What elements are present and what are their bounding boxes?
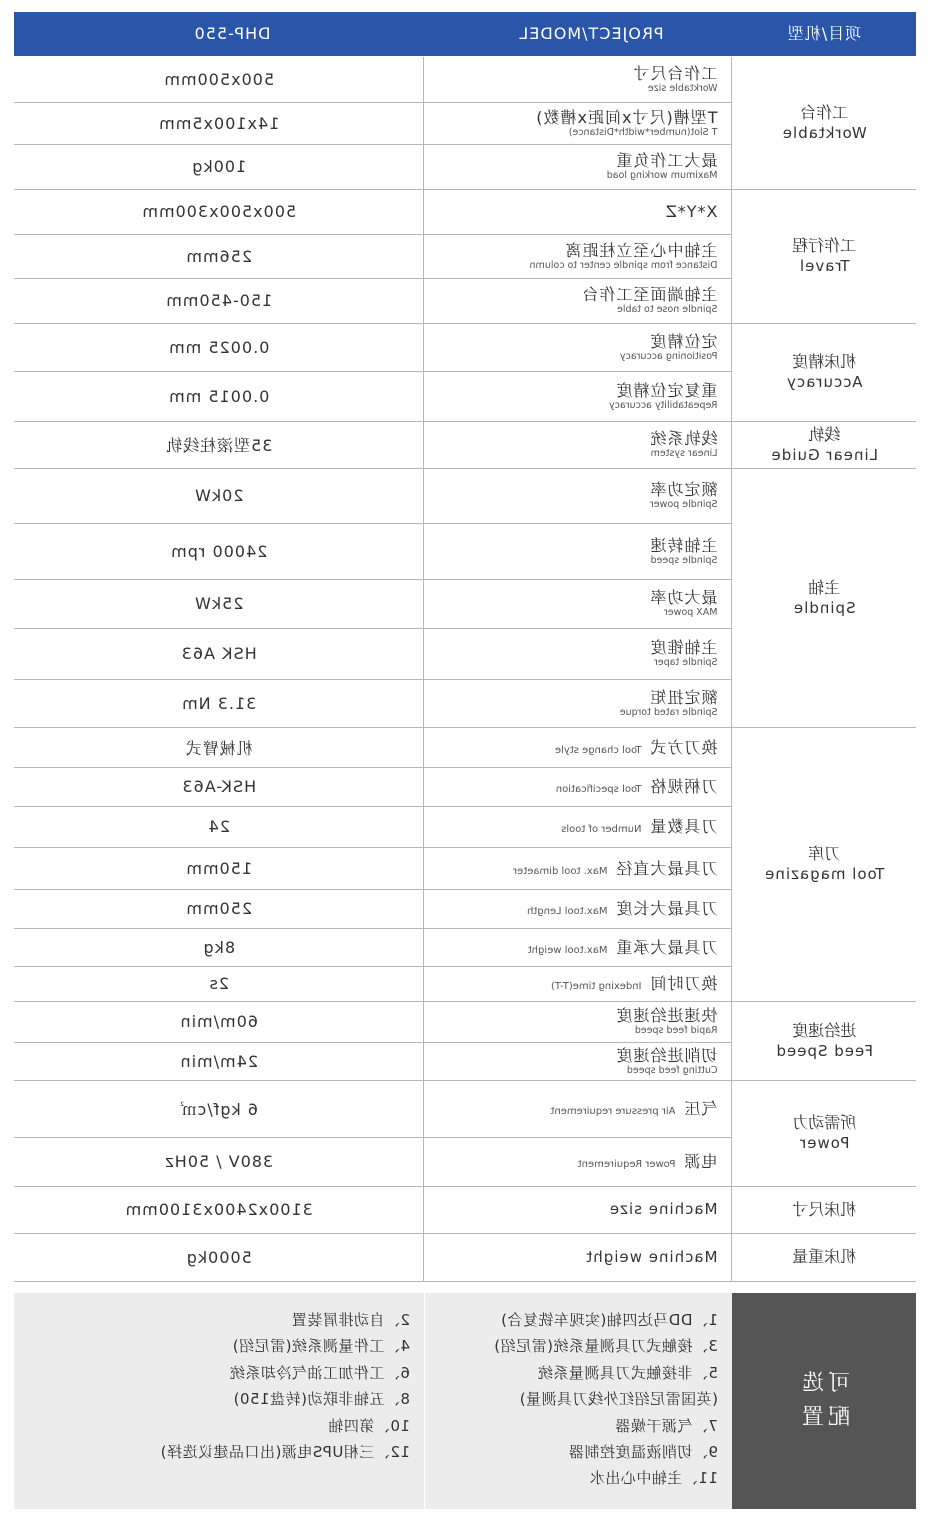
- spec-name: [424, 468, 732, 523]
- category-en: Linear Guide: [770, 445, 878, 464]
- spec-name-en: Tool specification: [555, 784, 642, 795]
- list-item: 3、接触式刀具测量系统(雷尼绍): [493, 1337, 718, 1356]
- table-row: [14, 1233, 916, 1281]
- category-en: Accuracy: [786, 373, 863, 391]
- list-item: 10、第四轴: [327, 1416, 410, 1435]
- category-en: Power: [799, 1134, 850, 1152]
- optional-list-left: [494, 1307, 718, 1492]
- header-item-label: 项目/机型: [786, 24, 862, 43]
- spec-name-en: MAX power: [663, 607, 718, 618]
- spec-table: [14, 57, 916, 1282]
- spec-name: [424, 371, 732, 421]
- list-item: 1、DD马达四轴(实现车铣复合): [500, 1311, 718, 1329]
- category-en: Tool magazine: [764, 865, 885, 883]
- spec-name-zh: 最大功率: [649, 588, 718, 607]
- spec-value: 14x100x5mm: [14, 102, 424, 144]
- spec-name: [424, 1186, 732, 1233]
- category-zh: 机床尺寸: [792, 1199, 857, 1219]
- category-zh: 所需动力: [792, 1113, 857, 1132]
- spec-name-en: Positioning accuracy: [619, 350, 718, 362]
- spec-name-en: Tool change style: [554, 744, 642, 756]
- spec-name: [424, 523, 732, 579]
- spec-name: [424, 57, 732, 102]
- list-item: 4、工件量测系统(雷尼绍): [232, 1337, 410, 1356]
- spec-value: 6 kgf/c㎡: [14, 1080, 424, 1137]
- list-item: 6、工件加工油气冷却系统: [229, 1363, 410, 1382]
- spec-name-zh: 定位精度: [649, 331, 718, 351]
- spec-name: [424, 1001, 732, 1042]
- category-power: [732, 1080, 916, 1186]
- spec-value: 20kW: [14, 468, 424, 523]
- spec-name-zh: T型槽(尺寸x间距x槽数): [535, 107, 718, 127]
- list-item: (英国雷尼绍红外线刀具测量): [519, 1390, 718, 1409]
- category-zh: 机床精度: [792, 352, 857, 371]
- spec-value: 31.3 Nm: [14, 679, 424, 727]
- spec-value: 2s: [14, 966, 424, 1001]
- spec-name-en: Spindle nose to table: [616, 304, 718, 315]
- list-item: 9、切削液温度控制器: [568, 1443, 718, 1462]
- spec-name-zh: 刀具最大承重: [615, 937, 718, 957]
- spec-name: [424, 767, 732, 806]
- spec-value: 256mm: [14, 234, 424, 278]
- spec-name: [424, 1233, 732, 1281]
- table-header: [14, 12, 916, 56]
- table-row: [14, 1186, 916, 1233]
- spec-name-en: Cutting feed speed: [626, 1064, 718, 1076]
- spec-value: 机械臂式: [14, 727, 424, 767]
- spec-name-zh: 最大工作负重: [615, 151, 718, 170]
- optional-config-title: [732, 1293, 916, 1509]
- spec-name-en: Spindle taper: [653, 657, 718, 668]
- spec-name-en: Machine weight: [585, 1247, 718, 1266]
- spec-name-en: Spindle rated torque: [619, 706, 718, 718]
- category-en: Spindle: [792, 598, 856, 617]
- category-linear-guide: [732, 421, 916, 468]
- spec-name-zh: 线轨系统: [649, 429, 718, 448]
- spec-name-zh: 刀具最大长度: [615, 899, 718, 918]
- spec-name-en: Air pressure requirement: [550, 1106, 676, 1117]
- spec-name-zh: 额定扭矩: [649, 687, 718, 707]
- spec-name: [424, 679, 732, 727]
- spec-name-en: Repeatability accuracy: [609, 399, 718, 411]
- table-row: [14, 57, 916, 102]
- spec-name: [424, 928, 732, 966]
- list-item: 2、自动排屑装置: [291, 1311, 410, 1329]
- spec-name-zh: 主轴端面至工作台: [581, 285, 718, 304]
- spec-value: 380V / 50Hz: [14, 1137, 424, 1186]
- spec-value: 100kg: [14, 144, 424, 189]
- spec-name-en: Rapid feed speed: [634, 1025, 718, 1036]
- spec-value: 8kg: [14, 928, 424, 966]
- spec-value: 24000 rpm: [14, 523, 424, 579]
- list-item: 12、三相UPS电源(出口品建议选择): [160, 1443, 410, 1462]
- spec-name: [424, 278, 732, 323]
- spec-name-zh: 额定功率: [649, 480, 718, 499]
- category-machine-weight: [732, 1233, 916, 1281]
- category-en: Worktable: [781, 123, 867, 142]
- spec-name-zh: 换刀方式: [649, 737, 718, 757]
- spec-name: [424, 847, 732, 889]
- spec-name-en: Distance from spindle center to column: [529, 259, 718, 271]
- category-spindle: [732, 468, 916, 727]
- spec-name-en: Maximum working load: [606, 170, 718, 181]
- spec-name-en: Linear system: [650, 448, 718, 459]
- spec-name-zh: 重复定位精度: [615, 380, 718, 400]
- spec-name-zh: 刀柄规格: [649, 777, 718, 796]
- divider: [424, 1293, 425, 1509]
- spec-value: 500x500mm: [14, 57, 424, 102]
- spec-name: [424, 421, 732, 468]
- category-worktable: [732, 57, 916, 189]
- category-tool-magazine: [732, 727, 916, 1001]
- header-model-label: PROJECT/MODEL: [518, 24, 664, 43]
- category-zh: 机床重量: [792, 1247, 857, 1266]
- spec-name-zh: 换刀时间: [649, 974, 718, 993]
- optional-config-panel: [14, 1293, 916, 1509]
- spec-name-en: T Slot(number*width*Distance): [568, 126, 718, 138]
- spec-name: [424, 966, 732, 1001]
- list-item: 8、五轴非联动(转盘150): [233, 1390, 410, 1409]
- spec-name-en: Spindle speed: [650, 554, 718, 566]
- spec-value: HSK-A63: [14, 767, 424, 806]
- table-row: [14, 189, 916, 234]
- spec-name-en: Max.tool weight: [527, 944, 608, 956]
- spec-name-zh: 快速进给速度: [615, 1006, 718, 1025]
- optional-list-right: [160, 1307, 410, 1465]
- category-zh: 工作行程: [792, 236, 857, 255]
- category-en: Travel: [798, 257, 850, 275]
- spec-value: 250mm: [14, 889, 424, 928]
- spec-name: [424, 323, 732, 371]
- spec-name-en: Indexing time(T-T): [550, 981, 642, 992]
- header-model-value: DHP-550: [193, 24, 271, 43]
- spec-value: 150mm: [14, 847, 424, 889]
- optional-config-title-text: 可选 配置: [798, 1371, 851, 1430]
- spec-value: 5000kg: [14, 1233, 424, 1281]
- category-accuracy: [732, 323, 916, 421]
- spec-name-zh: 主轴锥度: [649, 638, 718, 657]
- spec-name-zh: 气压: [683, 1099, 718, 1118]
- spec-name-zh: 工作台尺寸: [632, 63, 718, 83]
- spec-name-zh: 主轴转速: [649, 535, 718, 555]
- spec-name: [424, 1080, 732, 1137]
- table-row: [14, 727, 916, 767]
- spec-name-zh: 切削进给速度: [615, 1045, 718, 1065]
- table-row: [14, 1001, 916, 1042]
- list-item: 11、主轴中心出水: [589, 1469, 718, 1488]
- spec-name: [424, 102, 732, 144]
- table-row: [14, 323, 916, 371]
- spec-name-zh: 主轴中心至立柱距离: [564, 240, 718, 260]
- spec-name: [424, 189, 732, 234]
- category-zh: 线轨: [808, 424, 841, 444]
- category-machine-size: [732, 1186, 916, 1233]
- spec-name-en: Worktable size: [647, 82, 718, 94]
- spec-name-en: Spindle power: [649, 499, 718, 510]
- spec-name: [424, 628, 732, 679]
- spec-name-en: Power Requirement: [577, 1159, 676, 1170]
- spec-name-en: Max. tool dimaeter: [513, 865, 608, 877]
- spec-name: [424, 234, 732, 278]
- list-item: 5、非接触式刀具测量系统: [537, 1363, 718, 1382]
- spec-value: 60m/min: [14, 1001, 424, 1042]
- category-zh: 刀库: [808, 844, 841, 863]
- spec-name-en: Max.tool Length: [527, 906, 608, 917]
- spec-name: [424, 1137, 732, 1186]
- spec-value: 150-450mm: [14, 278, 424, 323]
- spec-value: 24: [14, 806, 424, 847]
- category-zh: 工作台: [800, 102, 849, 122]
- list-item: 7、气源干燥器: [614, 1416, 718, 1435]
- spec-name-en: Machine size: [608, 1200, 718, 1218]
- spec-name: [424, 579, 732, 628]
- spec-value: HSK A63: [14, 628, 424, 679]
- spec-name-en: Number of tools: [561, 824, 642, 835]
- spec-name: [424, 1042, 732, 1080]
- spec-name-zh: 刀具数量: [649, 817, 718, 836]
- spec-name-zh: 刀具最大直径: [615, 858, 718, 878]
- spec-value: 0.0025 mm: [14, 323, 424, 371]
- spec-value: 0.0015 mm: [14, 371, 424, 421]
- spec-value: 25kW: [14, 579, 424, 628]
- table-row: [14, 421, 916, 468]
- category-en: Feed Speed: [775, 1041, 874, 1060]
- category-zh: 主轴: [808, 577, 841, 597]
- category-zh: 进给速度: [792, 1020, 857, 1040]
- spec-value: 3100x2400x3100mm: [14, 1186, 424, 1233]
- spec-value: 500x500x300mm: [14, 189, 424, 234]
- spec-name-zh: 电源: [683, 1152, 718, 1171]
- category-travel: [732, 189, 916, 323]
- spec-name: [424, 806, 732, 847]
- table-row: [14, 1080, 916, 1137]
- spec-name: [424, 889, 732, 928]
- table-row: [14, 468, 916, 523]
- spec-name: [424, 144, 732, 189]
- spec-name: [424, 727, 732, 767]
- spec-value: 35型滚柱线轨: [14, 421, 424, 468]
- spec-name-zh: X*Y*Z: [664, 202, 718, 221]
- category-feed-speed: [732, 1001, 916, 1080]
- spec-value: 24m/min: [14, 1042, 424, 1080]
